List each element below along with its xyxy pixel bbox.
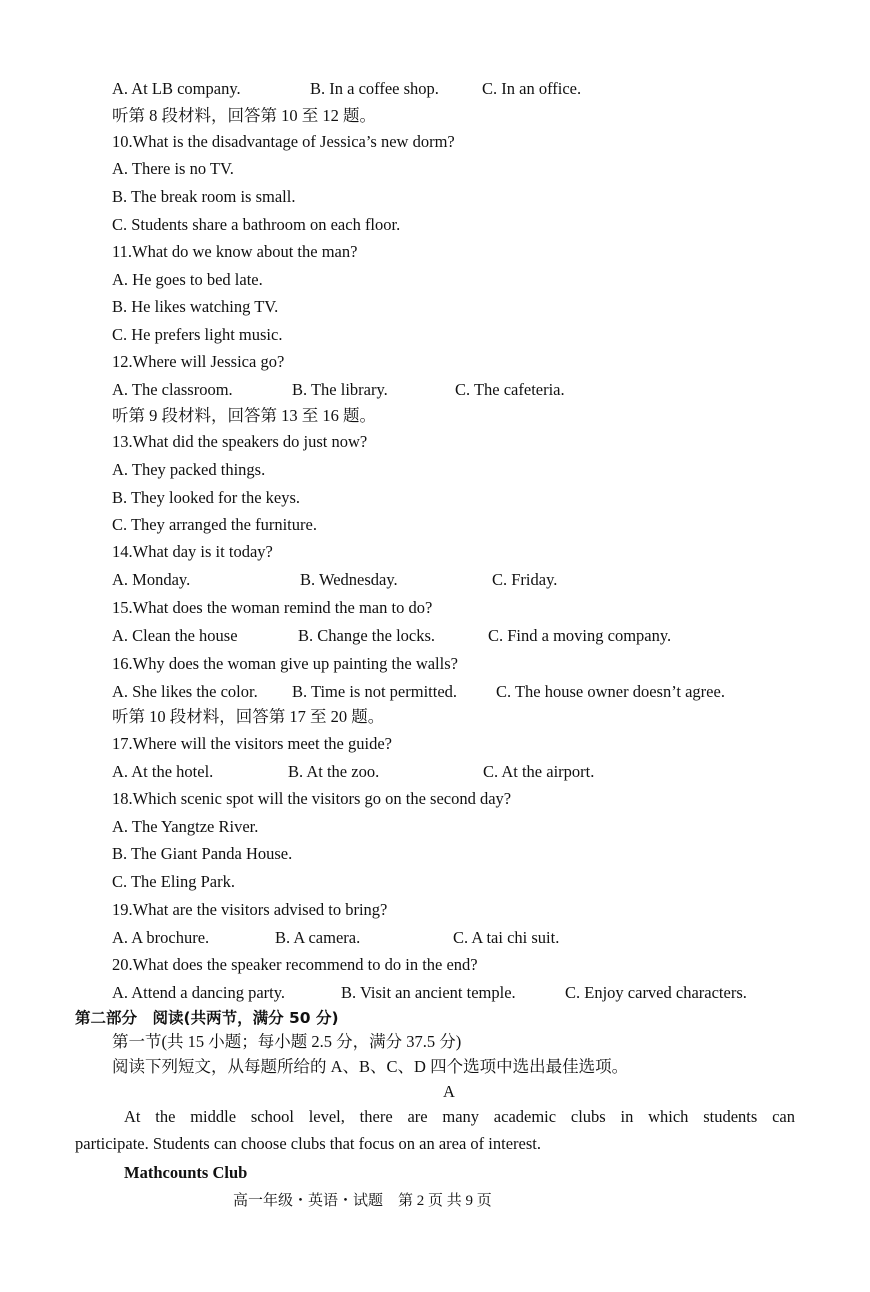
q12-stem: 12.Where will Jessica go? bbox=[112, 352, 285, 371]
q10-option-b: B. The break room is small. bbox=[112, 187, 296, 206]
q20-option-b: B. Visit an ancient temple. bbox=[341, 983, 516, 1002]
q11-stem: 11.What do we know about the man? bbox=[112, 242, 358, 261]
passage-line-2: participate. Students can choose clubs that focus on an area of interest. bbox=[75, 1134, 541, 1153]
q17-option-b: B. At the zoo. bbox=[288, 762, 380, 781]
q17-stem: 17.Where will the visitors meet the guide? bbox=[112, 734, 392, 753]
q13-option-c: C. They arranged the furniture. bbox=[112, 515, 317, 534]
q11-option-a: A. He goes to bed late. bbox=[112, 270, 263, 289]
q14-option-b: B. Wednesday. bbox=[300, 570, 398, 589]
reading-instruction: 阅读下列短文，从每题所给的 A、B、C、D 四个选项中选出最佳选项。 bbox=[112, 1057, 629, 1076]
q15-option-b: B. Change the locks. bbox=[298, 626, 436, 645]
q17-option-c: C. At the airport. bbox=[483, 762, 595, 781]
q10-option-a: A. There is no TV. bbox=[112, 159, 234, 178]
q19-option-b: B. A camera. bbox=[275, 928, 361, 947]
q19-stem: 19.What are the visitors advised to bring? bbox=[112, 900, 388, 919]
q9-option-a: A. At LB company. bbox=[112, 79, 241, 98]
q20-stem: 20.What does the speaker recommend to do in the end? bbox=[112, 955, 478, 974]
q15-option-c: C. Find a moving company. bbox=[488, 626, 672, 645]
passage-label: A bbox=[443, 1082, 455, 1101]
q20-option-a: A. Attend a dancing party. bbox=[112, 983, 286, 1002]
q17-option-a: A. At the hotel. bbox=[112, 762, 214, 781]
q18-option-a: A. The Yangtze River. bbox=[112, 817, 259, 836]
q12-option-c: C. The cafeteria. bbox=[455, 380, 565, 399]
q14-stem: 14.What day is it today? bbox=[112, 542, 273, 561]
q12-option-b: B. The library. bbox=[292, 380, 388, 399]
segment-8-intro: 听第 8 段材料，回答第 10 至 12 题。 bbox=[112, 106, 376, 125]
page-footer: 高一年级・英语・试题 第 2 页 共 9 页 bbox=[233, 1193, 492, 1209]
q16-stem: 16.Why does the woman give up painting the walls? bbox=[112, 654, 458, 673]
q16-option-c: C. The house owner doesn’t agree. bbox=[496, 682, 725, 701]
q18-option-c: C. The Eling Park. bbox=[112, 872, 235, 891]
q9-option-b: B. In a coffee shop. bbox=[310, 79, 439, 98]
segment-9-intro: 听第 9 段材料，回答第 13 至 16 题。 bbox=[112, 406, 376, 425]
q12-option-a: A. The classroom. bbox=[112, 380, 233, 399]
q19-option-a: A. A brochure. bbox=[112, 928, 210, 947]
q18-stem: 18.Which scenic spot will the visitors go on the second day? bbox=[112, 789, 512, 808]
q20-option-c: C. Enjoy carved characters. bbox=[565, 983, 747, 1002]
q10-stem: 10.What is the disadvantage of Jessica’s new dorm? bbox=[112, 132, 455, 151]
segment-10-intro: 听第 10 段材料，回答第 17 至 20 题。 bbox=[112, 707, 385, 726]
q13-option-a: A. They packed things. bbox=[112, 460, 266, 479]
q19-option-c: C. A tai chi suit. bbox=[453, 928, 560, 947]
part2-heading: 第二部分 阅读(共两节，满分 50 分) bbox=[75, 1009, 339, 1027]
q15-stem: 15.What does the woman remind the man to do? bbox=[112, 598, 433, 617]
q13-option-b: B. They looked for the keys. bbox=[112, 488, 301, 507]
q16-option-a: A. She likes the color. bbox=[112, 682, 258, 701]
q16-option-b: B. Time is not permitted. bbox=[292, 682, 458, 701]
q15-option-a: A. Clean the house bbox=[112, 626, 238, 645]
q14-option-c: C. Friday. bbox=[492, 570, 558, 589]
q18-option-b: B. The Giant Panda House. bbox=[112, 844, 293, 863]
q13-stem: 13.What did the speakers do just now? bbox=[112, 432, 368, 451]
club-title: Mathcounts Club bbox=[124, 1163, 248, 1182]
section1-heading: 第一节(共 15 小题；每小题 2.5 分，满分 37.5 分) bbox=[112, 1032, 462, 1051]
q11-option-b: B. He likes watching TV. bbox=[112, 297, 279, 316]
q10-option-c: C. Students share a bathroom on each floor. bbox=[112, 215, 401, 234]
passage-line-1: At the middle school level, there are many academic clubs in which students can bbox=[124, 1107, 795, 1126]
q11-option-c: C. He prefers light music. bbox=[112, 325, 283, 344]
q9-option-c: C. In an office. bbox=[482, 79, 582, 98]
q14-option-a: A. Monday. bbox=[112, 570, 191, 589]
